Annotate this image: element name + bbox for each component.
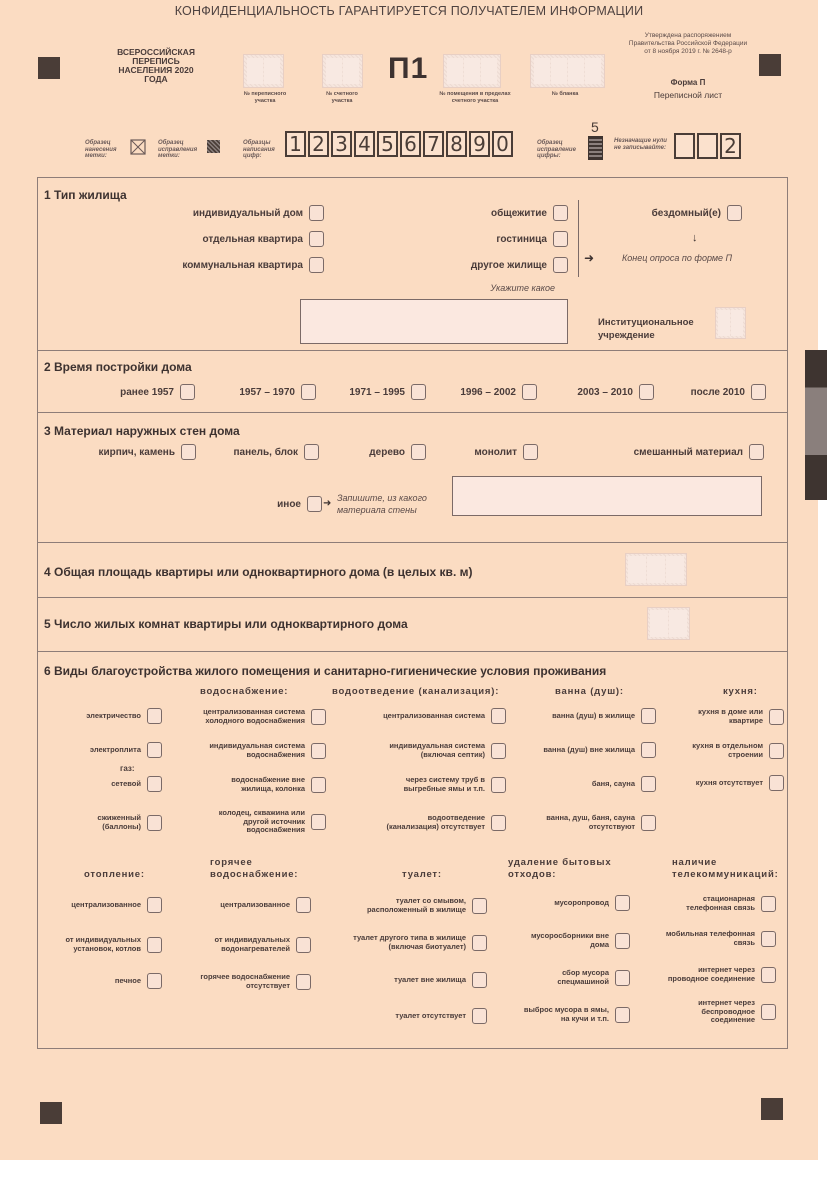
census-title: ВСЕРОССИЙСКАЯ ПЕРЕПИСЬ НАСЕЛЕНИЯ 2020 ГОДА [117,47,195,84]
section-2-title: 2 Время постройки дома [44,360,192,374]
sample-digit-correction-value: 5 [591,119,599,135]
checkbox[interactable] [296,974,311,990]
checkbox[interactable] [615,895,630,911]
institution-label: Институциональное учреждение [598,317,694,341]
counting-district-number-label: № счетного участка [326,91,358,104]
checkbox[interactable] [309,231,324,247]
kitchen-option[interactable]: кухня отсутствует [660,775,784,791]
checkbox[interactable] [615,970,630,986]
checkbox[interactable] [472,1008,487,1024]
sewerage-option[interactable]: централизованная система [320,708,506,724]
total-area-field[interactable] [625,553,687,586]
section-6-title: 6 Виды благоустройства жилого помещения и санитарно-гигиенические условия проживания [44,664,607,678]
sample-digit: 2 [308,131,329,157]
wall-material-other-text-field[interactable] [452,476,762,516]
checkbox[interactable] [769,775,784,791]
checkbox[interactable] [641,742,656,758]
section-divider [37,350,788,351]
checkbox[interactable] [749,444,764,460]
checkbox[interactable] [639,384,654,400]
sample-digit [697,133,718,159]
form-name: Форма П [670,78,706,87]
water-supply-option[interactable]: централизованная система холодного водоснабжения [168,708,326,725]
bath-header: ванна (душ): [555,686,624,697]
waste-option[interactable]: сбор мусора спецмашиной [490,969,630,986]
build-year-option[interactable]: 1971 – 1995 [320,384,426,400]
checkbox[interactable] [491,708,506,724]
checkbox[interactable] [523,444,538,460]
leading-zero-label: Незначащие нули не записывайте: [614,138,667,151]
section-3-title: 3 Материал наружных стен дома [44,424,240,438]
sample-digit: 5 [377,131,398,157]
checkbox[interactable] [491,743,506,759]
build-year-option[interactable]: после 2010 [660,384,766,400]
checkbox[interactable] [411,444,426,460]
checkbox[interactable] [147,937,162,953]
sample-digits-label: Образцы написания цифр: [243,140,275,159]
form-number-field[interactable] [530,54,605,88]
checkbox[interactable] [296,937,311,953]
dwelling-separate-apartment-option[interactable]: отдельная квартира [120,231,324,247]
arrow-right-icon: ➜ [323,498,332,509]
checkbox[interactable] [296,897,311,913]
wall-material-option[interactable]: дерево [330,444,426,460]
sewerage-header: водоотведение (канализация): [332,686,500,697]
toilet-option[interactable]: туалет со смывом, расположенный в жилище [315,897,487,914]
kitchen-header: кухня: [723,686,758,697]
waste-header: удаление бытовых отходов: [508,857,612,880]
census-district-number-label: № переписного участка [243,91,287,104]
dwelling-other-option[interactable]: другое жилище [400,257,568,273]
end-of-survey-note: Конец опроса по форме П [622,253,733,263]
bath-option[interactable]: ванна (душ) в жилище [510,708,656,724]
premises-number-field[interactable] [443,54,501,88]
specify-note: Укажите какое [490,283,555,293]
dwelling-dormitory-option[interactable]: общежитие [400,205,568,221]
checkbox[interactable] [472,935,487,951]
waste-option[interactable]: выброс мусора в ямы, на кучи и т.п. [490,1006,630,1023]
dwelling-communal-apartment-option[interactable]: коммунальная квартира [120,257,324,273]
homeless-option[interactable]: бездомный(е) [610,205,742,221]
form-subtitle: Перепиcной лист [653,90,723,100]
water-supply-option[interactable]: водоснабжение вне жилища, колонка [168,776,326,793]
checkbox[interactable] [491,777,506,793]
registration-marker-bottom-left [40,1102,62,1124]
toilet-option[interactable]: туалет отсутствует [315,1008,487,1024]
dwelling-hotel-option[interactable]: гостиница [400,231,568,247]
telecom-option[interactable]: стационарная телефонная связь [630,895,776,912]
section-divider [37,542,788,543]
sample-digit [674,133,695,159]
checkbox[interactable] [761,1004,776,1020]
sample-cross-mark-icon [130,139,146,155]
institution-code-field[interactable] [715,307,746,339]
telecom-header: наличие телекоммуникаций: [672,857,779,880]
sample-digit: 9 [469,131,490,157]
water-supply-option[interactable]: колодец, скважина или другой источник водоснабжения [168,809,326,835]
hot-water-option[interactable]: централизованное [168,897,311,913]
checkbox[interactable] [309,205,324,221]
sample-digit: 4 [354,131,375,157]
column-divider [578,200,579,277]
section-divider [37,597,788,598]
toilet-option[interactable]: туалет вне жилища [315,972,487,988]
wall-material-option[interactable]: смешанный материал [580,444,764,460]
toilet-option[interactable]: туалет другого типа в жилище (включая биотуалет) [315,934,487,951]
telecom-option[interactable]: мобильная телефонная связь [630,930,776,947]
wall-material-other-note: Запишите, из какого материала стены [337,493,427,515]
checkbox[interactable] [553,231,568,247]
wall-material-other-option[interactable]: иное [240,496,322,512]
water-supply-header: водоснабжение: [200,686,289,697]
form-number-label: № бланка [551,91,579,97]
sample-digit-correction-label: Образец исправление цифры: [537,140,576,159]
sewerage-option[interactable]: через систему труб в выгребные ямы и т.п. [320,776,506,793]
telecom-option[interactable]: интернет через проводное соединение [630,966,776,983]
checkbox[interactable] [472,972,487,988]
water-supply-option[interactable]: индивидуальная система водоснабжения [168,742,326,759]
dwelling-other-text-field[interactable] [300,299,568,344]
room-count-field[interactable] [647,607,690,640]
section-divider [37,412,788,413]
registration-marker-bottom-right [761,1098,783,1120]
premises-number-label: № помещения в пределах счетного участка [439,91,511,104]
sample-digit: 6 [400,131,421,157]
approval-note: Утверждена распоряжением Правительства Российской Федерации от 8 ноября 2019 г. № 2648-р [628,32,748,55]
arrow-down-icon: ↓ [692,232,698,244]
bath-option[interactable]: ванна (душ) вне жилища [510,742,656,758]
waste-option[interactable]: мусоросборники вне дома [490,932,630,949]
checkbox[interactable] [751,384,766,400]
dwelling-individual-house-option[interactable]: индивидуальный дом [120,205,324,221]
checkbox[interactable] [147,973,162,989]
checkbox[interactable] [147,897,162,913]
edge-timing-bar [805,350,827,500]
build-year-option[interactable]: 1996 – 2002 [430,384,537,400]
confidentiality-notice: КОНФИДЕНЦИАЛЬНОСТЬ ГАРАНТИРУЕТСЯ ПОЛУЧАТЕЛЕМ ИНФОРМАЦИИ [174,4,644,18]
checkbox[interactable] [761,931,776,947]
checkbox[interactable] [181,444,196,460]
sewerage-option[interactable]: индивидуальная система (включая септик) [320,742,506,759]
heating-header: отопление: [84,869,145,880]
heating-option[interactable]: от индивидуальных установок, котлов [40,936,162,953]
kitchen-option[interactable]: кухня в доме или квартире [660,708,784,725]
gas-bottled-option[interactable]: сжиженный (баллоны) [40,814,162,831]
checkbox[interactable] [147,742,162,758]
registration-marker-top-left [38,57,60,79]
telecom-option[interactable]: интернет через беспроводное соединение [630,999,776,1025]
checkbox[interactable] [304,444,319,460]
checkbox[interactable] [472,898,487,914]
hot-water-header: горячее водоснабжение: [210,857,299,880]
checkbox[interactable] [147,776,162,792]
hot-water-option[interactable]: горячее водоснабжение отсутствует [168,973,311,990]
bath-option[interactable]: ванна, душ, баня, сауна отсутствуют [510,814,656,831]
arrow-right-icon: ➜ [584,251,595,265]
checkbox[interactable] [491,815,506,831]
checkbox[interactable] [727,205,742,221]
checkbox[interactable] [615,1007,630,1023]
checkbox[interactable] [769,743,784,759]
registration-marker-top-right [759,54,781,76]
checkbox[interactable] [615,933,630,949]
checkbox[interactable] [641,815,656,831]
sample-digit: 3 [331,131,352,157]
section-divider [37,651,788,652]
bath-option[interactable]: баня, сауна [510,776,656,792]
gas-label: газ: [120,764,135,773]
build-year-option[interactable]: 1957 – 1970 [210,384,316,400]
wall-material-option[interactable]: панель, блок [200,444,319,460]
sample-digit: 7 [423,131,444,157]
waste-option[interactable]: мусоропровод [490,895,630,911]
checkbox[interactable] [641,776,656,792]
heating-option[interactable]: централизованное [40,897,162,913]
heating-option[interactable]: печное [40,973,162,989]
counting-district-number-field[interactable] [322,54,363,88]
toilet-header: туалет: [402,869,442,880]
checkbox[interactable] [309,257,324,273]
checkbox[interactable] [147,815,162,831]
checkbox[interactable] [553,205,568,221]
section-5-title: 5 Число жилых комнат квартиры или одноквартирного дома [44,617,408,631]
sample-digits [285,131,513,157]
checkbox[interactable] [641,708,656,724]
sample-correction-label: Образец исправления метки: [158,140,198,159]
gas-network-option[interactable]: сетевой [40,776,162,792]
checkbox[interactable] [301,384,316,400]
checkbox[interactable] [147,708,162,724]
sample-digit: 0 [492,131,513,157]
sample-correction-mark-icon [207,140,220,153]
form-code: П1 [388,52,429,85]
checkbox[interactable] [180,384,195,400]
sample-mark-label: Образец нанесения метки: [85,140,117,159]
sample-digit: 1 [285,131,306,157]
kitchen-option[interactable]: кухня в отдельном строении [660,742,784,759]
electricity-option[interactable]: электричество [40,708,162,724]
checkbox[interactable] [769,709,784,725]
census-district-number-field[interactable] [243,54,284,88]
sample-digit-correction-icon [588,136,603,160]
sewerage-option[interactable]: водоотведение (канализация) отсутствует [320,814,506,831]
checkbox[interactable] [522,384,537,400]
leading-zero-example [674,133,741,159]
section-4-title: 4 Общая площадь квартиры или одноквартирного дома (в целых кв. м) [44,565,473,579]
wall-material-option[interactable]: монолит [440,444,538,460]
checkbox[interactable] [761,967,776,983]
wall-material-option[interactable]: кирпич, камень [70,444,196,460]
sample-digit: 8 [446,131,467,157]
hot-water-option[interactable]: от индивидуальных водонагревателей [168,936,311,953]
build-year-option[interactable]: ранее 1957 [90,384,195,400]
checkbox[interactable] [411,384,426,400]
checkbox[interactable] [761,896,776,912]
checkbox[interactable] [553,257,568,273]
electric-stove-option[interactable]: электроплита [40,742,162,758]
sample-digit: 2 [720,133,741,159]
build-year-option[interactable]: 2003 – 2010 [550,384,654,400]
checkbox[interactable] [307,496,322,512]
section-1-title: 1 Тип жилища [44,188,127,202]
